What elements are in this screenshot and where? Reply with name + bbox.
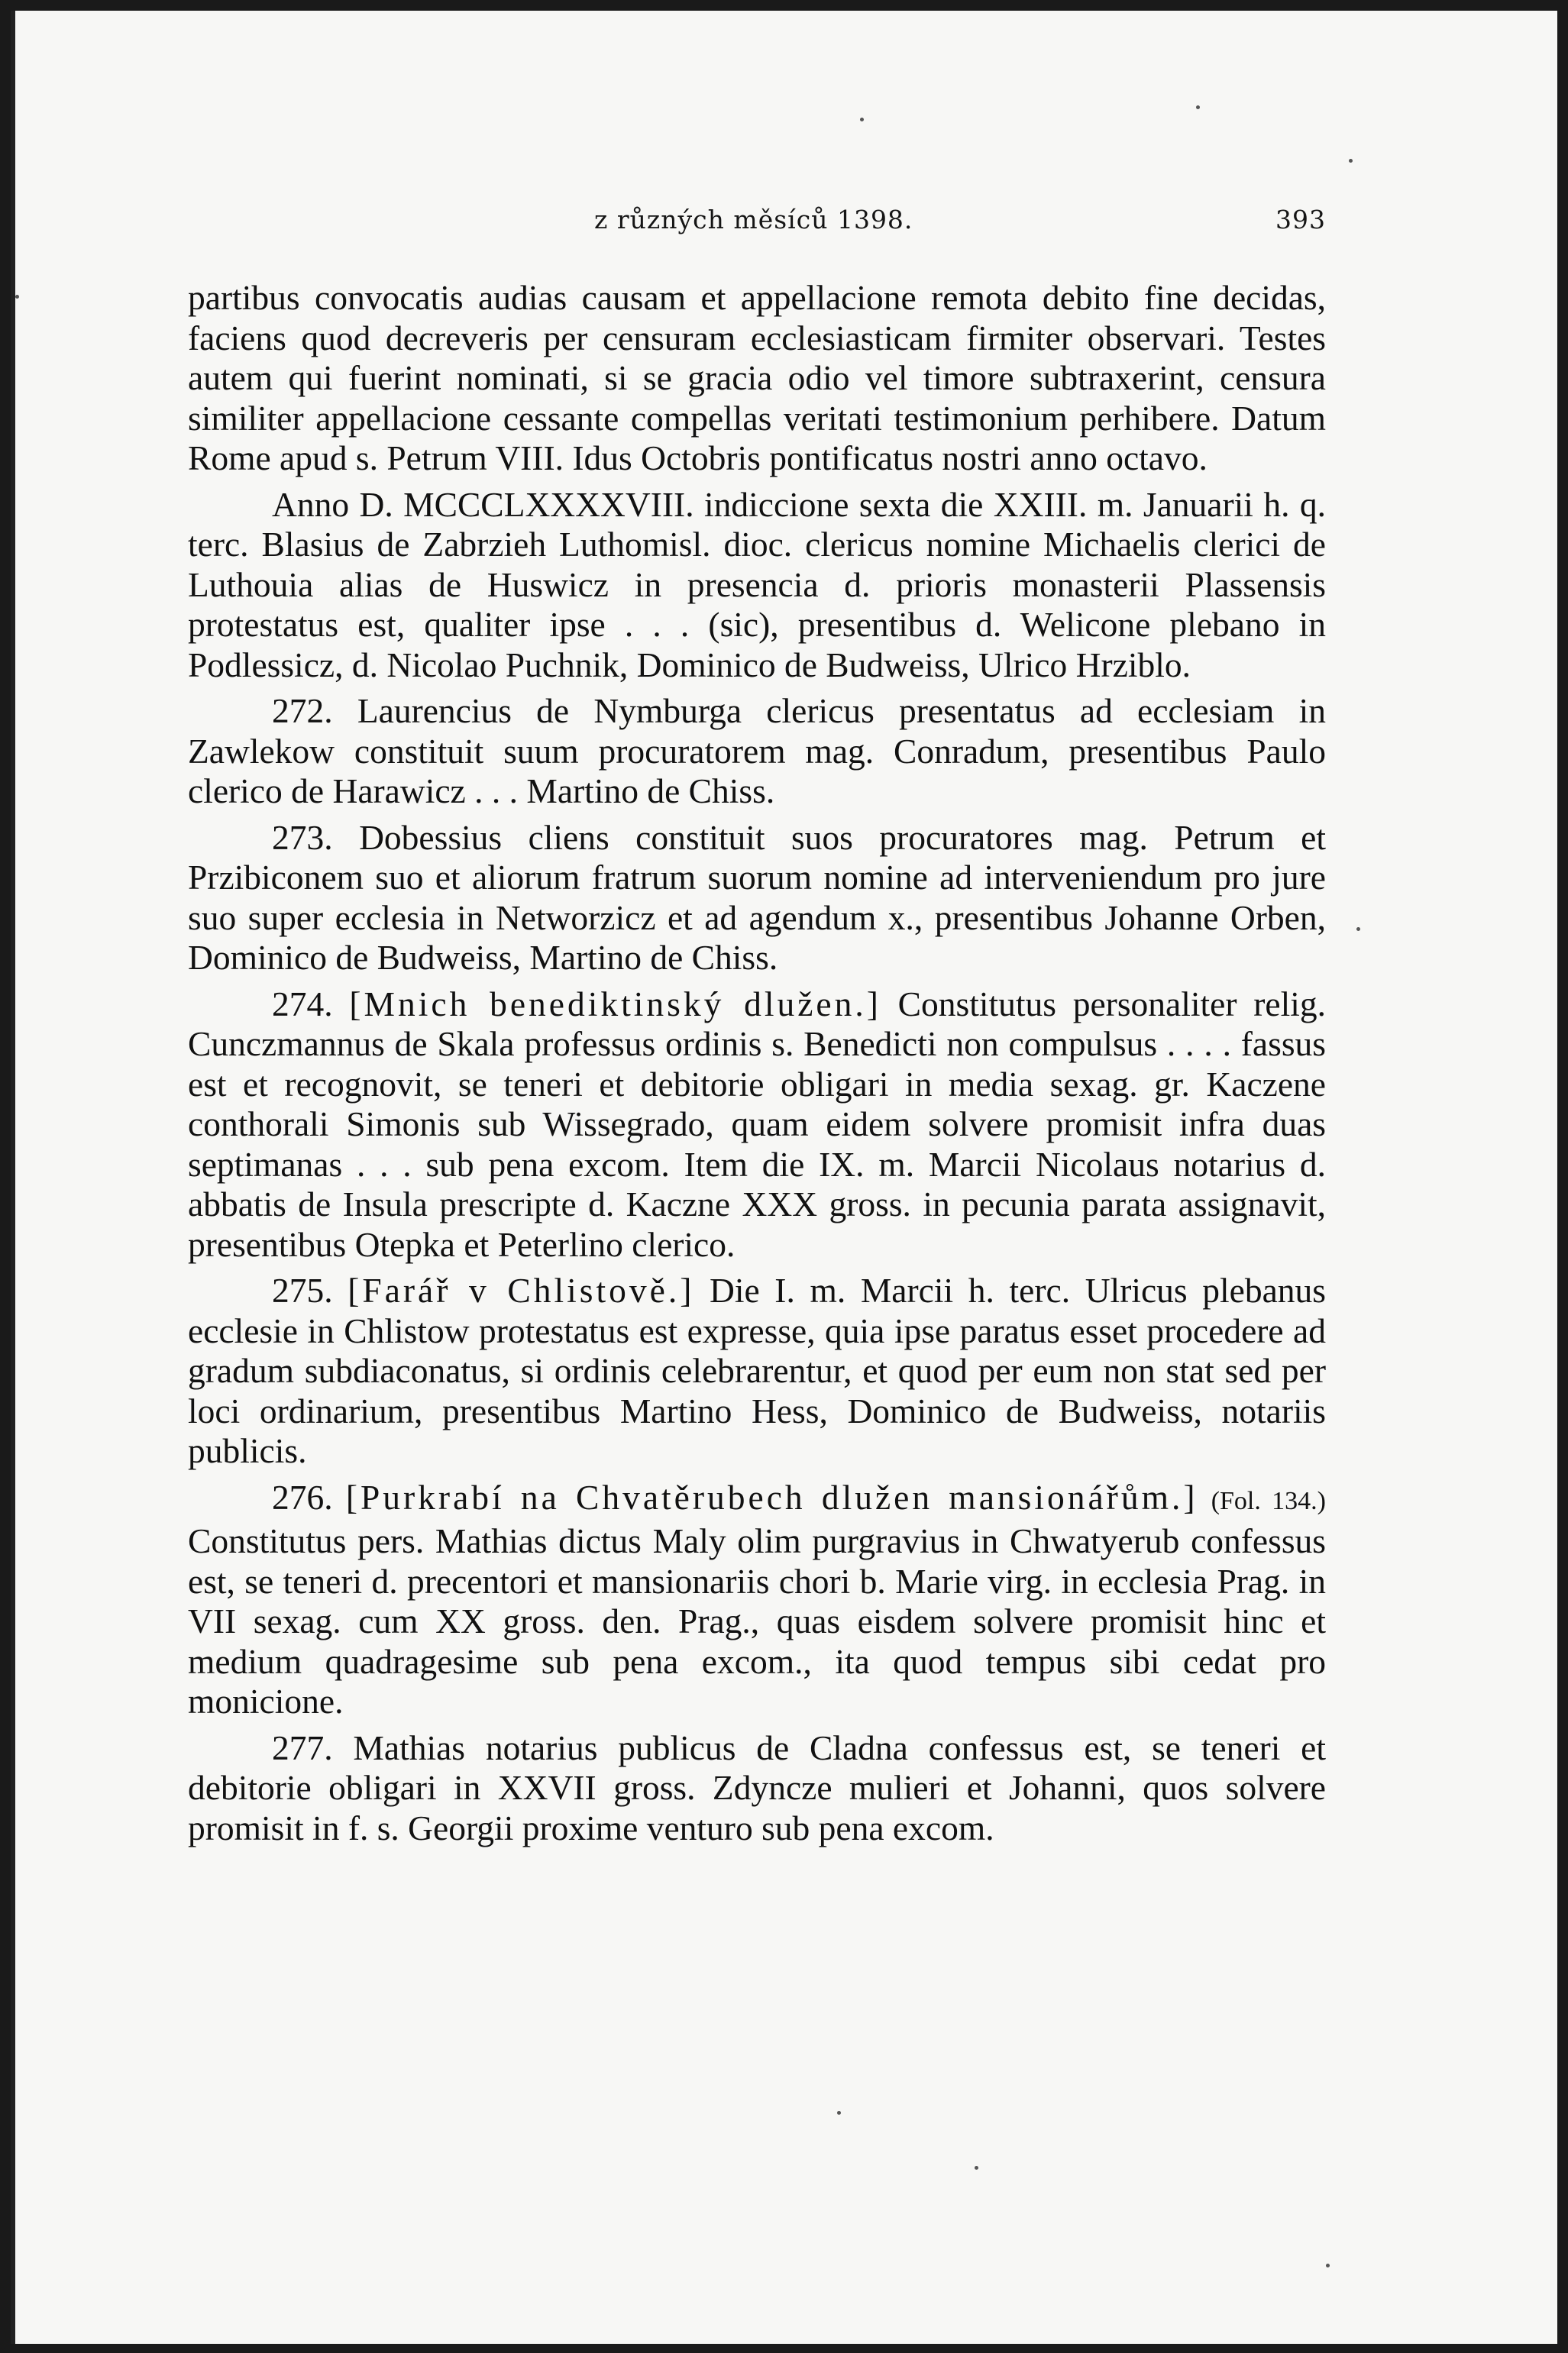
entry-272: 272. Laurencius de Nymburga clericus presentatus ad ecclesiam in Zawlekow constituit suum procuratorem mag. Conradum, presentibus Paulo clerico de Harawicz . . . Martino de Chiss. bbox=[188, 691, 1326, 810]
entry-276 bbox=[188, 1478, 1326, 1722]
scan-speck bbox=[15, 295, 19, 299]
entry-number: 276. bbox=[272, 1477, 333, 1517]
entry-number: 274. bbox=[272, 984, 333, 1023]
entry-text: Constitutus personaliter relig. Cunczmannus de Skala professus ordinis s. Benedicti non compulsus . . . . fassus est et recognovit, se teneri et debitorie obligari in media sexag. gr. Kaczene conthorali Simonis sub Wissegrado, quam eidem solvere promisit infra duas septimanas . . . sub pena excom. Item die IX. m. Marcii Nicolaus notarius d. abbatis de Insula prescripte d. Kaczne XXX gross. in pecunia parata assignavit, presentibus Otepka et Peterlino clerico. bbox=[188, 984, 1327, 1264]
entry-277: 277. Mathias notarius publicus de Cladna confessus est, se teneri et debitorie obligari in XXVII gross. Zdyncze mulieri et Johanni, quos solvere promisit in f. s. Georgii proxime venturo sub pena excom. bbox=[188, 1728, 1326, 1847]
scan-speck bbox=[1196, 105, 1200, 109]
folio-reference: (Fol. 134.) bbox=[1211, 1486, 1326, 1515]
entry-text: Constitutus pers. Mathias dictus Maly olim purgravius in Chwatyerub confessus est, se teneri d. precentori et mansionariis chori b. Marie virg. in ecclesia Prag. in VII sexag. cum XX gross. den. Prag., quas eisdem solvere promisit hinc et medium quadragesime sub pena excom., ita quod tempus sibi cedat pro monicione. bbox=[188, 1521, 1326, 1721]
scan-speck bbox=[837, 2111, 841, 2115]
entry-273: 273. Dobessius cliens constituit suos procuratores mag. Petrum et Przibiconem suo et aliorum fratrum suorum nomine ad interveniendum pro jure suo super ecclesia in Networzicz et ad agendum x., presentibus Johanne Orben, Dominico de Budweiss, Martino de Chiss. bbox=[188, 817, 1326, 977]
scan-speck bbox=[860, 118, 864, 121]
paragraph-anno: Anno D. MCCCLXXXXVIII. indiccione sexta die XXIII. m. Januarii h. q. terc. Blasius de Zabrzieh Luthomisl. dioc. clericus nomine Michaelis clerici de Luthouia alias de Huswicz in presencia d. prioris monasterii Plassensis protestatus est, qualiter ipse . . . (sic), presentibus d. Welicone plebano in Podlessicz, d. Nicolao Puchnik, Dominico de Budweiss, Ulrico Hrziblo. bbox=[188, 484, 1326, 684]
entry-275 bbox=[188, 1271, 1326, 1472]
entry-title: [Mnich benediktinský dlužen.] bbox=[349, 984, 881, 1023]
scan-speck bbox=[1349, 159, 1353, 163]
entry-text: Die I. m. Marcii h. terc. Ulricus plebanus ecclesie in Chlistow protestatus est expresse, quia ipse paratus esset procedere ad gradum subdiaconatus, si ordinis celebrarentur, et quod per eum non stat sed per loci ordinarium, presentibus Martino Hess, Dominico de Budweiss, notariis publicis. bbox=[188, 1271, 1326, 1470]
page-edge-shadow bbox=[11, 11, 15, 2344]
scanned-page bbox=[11, 11, 1557, 2344]
entry-title: [Farář v Chlistově.] bbox=[348, 1271, 695, 1310]
scan-speck bbox=[975, 2166, 978, 2170]
scan-speck bbox=[1356, 927, 1360, 931]
body-text bbox=[188, 278, 1326, 1848]
running-title: z různých měsíců 1398. bbox=[594, 205, 913, 234]
scan-speck bbox=[1326, 2264, 1330, 2267]
entry-title: [Purkrabí na Chvatěrubech dlužen mansionářům.] bbox=[345, 1477, 1198, 1517]
entry-274 bbox=[188, 984, 1326, 1265]
running-header bbox=[188, 205, 1326, 250]
page-number: 393 bbox=[1275, 205, 1326, 234]
paragraph-continuation: partibus convocatis audias causam et appellacione remota debito fine decidas, faciens quod decreveris per censuram ecclesiasticam firmiter observari. Testes autem qui fuerint nominati, si se gracia odio vel timore subtraxerint, censura similiter appellacione cessante compellas veritati testimonium perhibere. Datum Rome apud s. Petrum VIII. Idus Octobris pontificatus nostri anno octavo. bbox=[188, 278, 1326, 477]
entry-number: 275. bbox=[272, 1271, 333, 1310]
